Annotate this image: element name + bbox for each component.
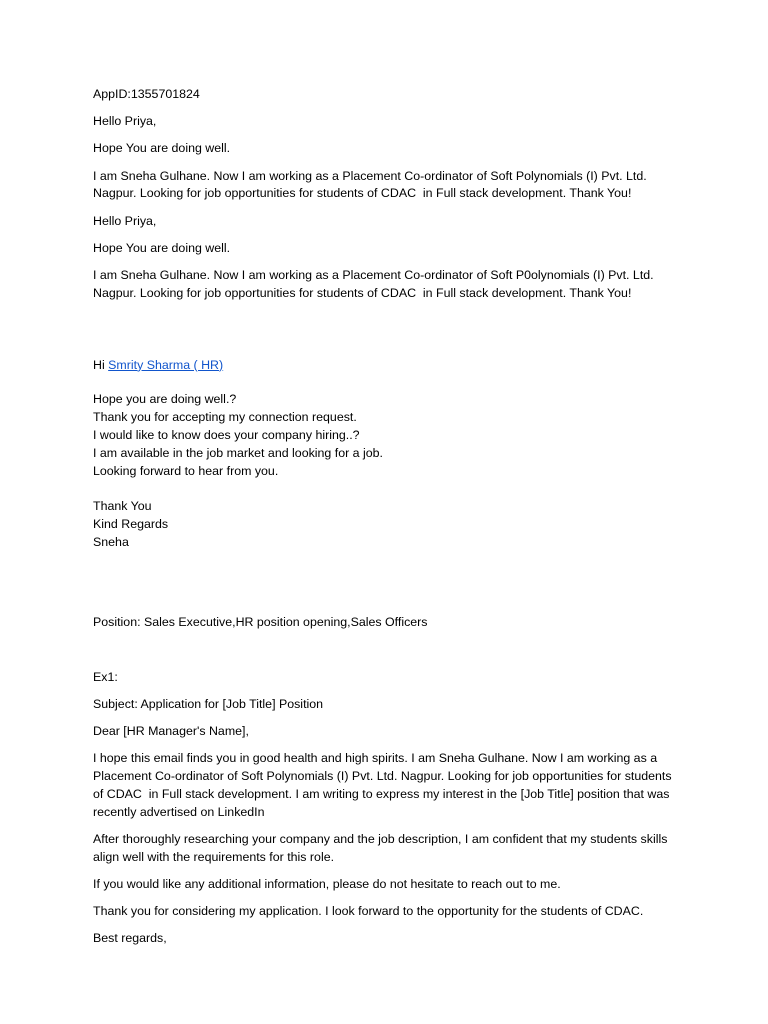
- signature-line: Kind Regards: [93, 516, 169, 531]
- signature-line: Thank You: [93, 499, 152, 514]
- intro-paragraph-1: I am Sneha Gulhane. Now I am working as a Placement Co-ordinator of Soft Polynomials (I) Pvt. Ltd. Nagpur. Looking for job opportunities for students of CDAC in Full stack development. Thank You!: [93, 168, 651, 201]
- body-paragraph-4: Thank you for considering my application. I look forward to the opportunity for the students of CDAC.: [93, 904, 644, 919]
- intro-paragraph-2: I am Sneha Gulhane. Now I am working as a Placement Co-ordinator of Soft P0olynomials (I) Pvt. Ltd. Nagpur. Looking for job opportunities for students of CDAC in Full stack development. Thank You!: [93, 267, 658, 300]
- body-paragraph-1: I hope this email finds you in good health and high spirits. I am Sneha Gulhane. Now I am working as a Placement Co-ordinator of Soft Polynomials (I) Pvt. Ltd. Nagpur. Looking for job opportunities for students of CDAC in Full stack development. I am writing to express my interest in the [Job Title] position that was recently advertised on LinkedIn: [93, 751, 675, 819]
- signature-line: Sneha: [93, 534, 129, 549]
- example-label: Ex1:: [93, 669, 118, 684]
- signature-block: [93, 498, 683, 551]
- message-line: I am available in the job market and looking for a job.: [93, 445, 383, 460]
- salutation: Dear [HR Manager's Name],: [93, 724, 249, 739]
- hi-prefix: Hi: [93, 357, 109, 372]
- greeting-1: Hello Priya,: [93, 114, 157, 129]
- subject-line: Subject: Application for [Job Title] Position: [93, 696, 324, 711]
- hi-line: [93, 357, 683, 375]
- message-block: [93, 391, 683, 480]
- position-line: Position: Sales Executive,HR position opening,Sales Officers: [93, 615, 428, 630]
- message-line: I would like to know does your company hiring..?: [93, 427, 360, 442]
- recipient-link[interactable]: Smrity Sharma ( HR): [108, 357, 224, 372]
- body-paragraph-2: After thoroughly researching your company and the job description, I am confident that my students skills align well with the requirements for this role.: [93, 831, 671, 864]
- hope-line-1: Hope You are doing well.: [93, 141, 231, 156]
- message-line: Hope you are doing well.?: [93, 392, 237, 407]
- closing-line: Best regards,: [93, 931, 167, 946]
- document-page: [93, 86, 683, 948]
- hope-line-2: Hope You are doing well.: [93, 240, 231, 255]
- message-line: Thank you for accepting my connection request.: [93, 410, 357, 425]
- greeting-2: Hello Priya,: [93, 213, 157, 228]
- message-line: Looking forward to hear from you.: [93, 463, 279, 478]
- body-paragraph-3: If you would like any additional information, please do not hesitate to reach out to me.: [93, 876, 561, 891]
- app-id: AppID:1355701824: [93, 87, 200, 101]
